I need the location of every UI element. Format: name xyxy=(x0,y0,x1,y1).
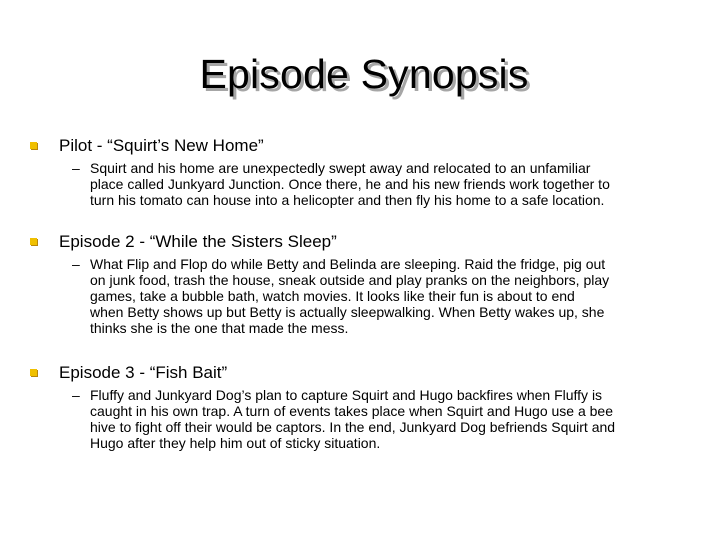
bullet-row xyxy=(30,232,710,252)
bullet-heading: Episode 3 - “Fish Bait” xyxy=(59,363,228,382)
bullet-item-episode-3 xyxy=(30,363,710,451)
synopsis-line: caught in his own trap. A turn of events takes place when Squirt and Hugo use a bee xyxy=(90,403,614,419)
square-bullet-icon xyxy=(30,142,37,149)
dash-bullet-icon: – xyxy=(72,387,80,403)
synopsis-line: Fluffy and Junkyard Dog’s plan to capture Squirt and Hugo backfires when Fluffy is xyxy=(90,387,603,403)
bullet-heading: Pilot - “Squirt’s New Home” xyxy=(59,136,264,155)
slide-content xyxy=(30,136,710,475)
slide-title: Episode Synopsis xyxy=(199,51,529,97)
synopsis-line: Squirt and his home are unexpectedly swept away and relocated to an unfamiliar xyxy=(90,160,591,176)
synopsis-line: thinks she is the one that made the mess. xyxy=(90,320,349,336)
sub-bullet xyxy=(30,387,710,451)
synopsis-line: on junk food, trash the house, sneak outside and play pranks on the neighbors, play xyxy=(90,272,610,288)
bullet-item-episode-2 xyxy=(30,232,710,336)
sub-bullet xyxy=(30,160,710,208)
synopsis-line: games, take a bubble bath, watch movies. It looks like their fun is about to end xyxy=(90,288,575,304)
dash-bullet-icon: – xyxy=(72,256,80,272)
sub-bullet xyxy=(30,256,710,336)
dash-bullet-icon: – xyxy=(72,160,80,176)
square-bullet-icon xyxy=(30,369,37,376)
bullet-item-pilot xyxy=(30,136,710,208)
square-bullet-icon xyxy=(30,238,37,245)
synopsis-line: place called Junkyard Junction. Once there, he and his new friends work together to xyxy=(90,176,610,192)
bullet-row xyxy=(30,363,710,383)
bullet-row xyxy=(30,136,710,156)
synopsis-line: turn his tomato can house into a helicopter and then fly his home to a safe location. xyxy=(90,192,605,208)
synopsis-line: hive to fight off their would be captors. In the end, Junkyard Dog befriends Squirt and xyxy=(90,419,616,435)
bullet-heading: Episode 2 - “While the Sisters Sleep” xyxy=(59,232,337,251)
synopsis-line: Hugo after they help him out of sticky situation. xyxy=(90,435,381,451)
synopsis-line: when Betty shows up but Betty is actually sleepwalking. When Betty wakes up, she xyxy=(90,304,605,320)
synopsis-line: What Flip and Flop do while Betty and Belinda are sleeping. Raid the fridge, pig out xyxy=(90,256,606,272)
